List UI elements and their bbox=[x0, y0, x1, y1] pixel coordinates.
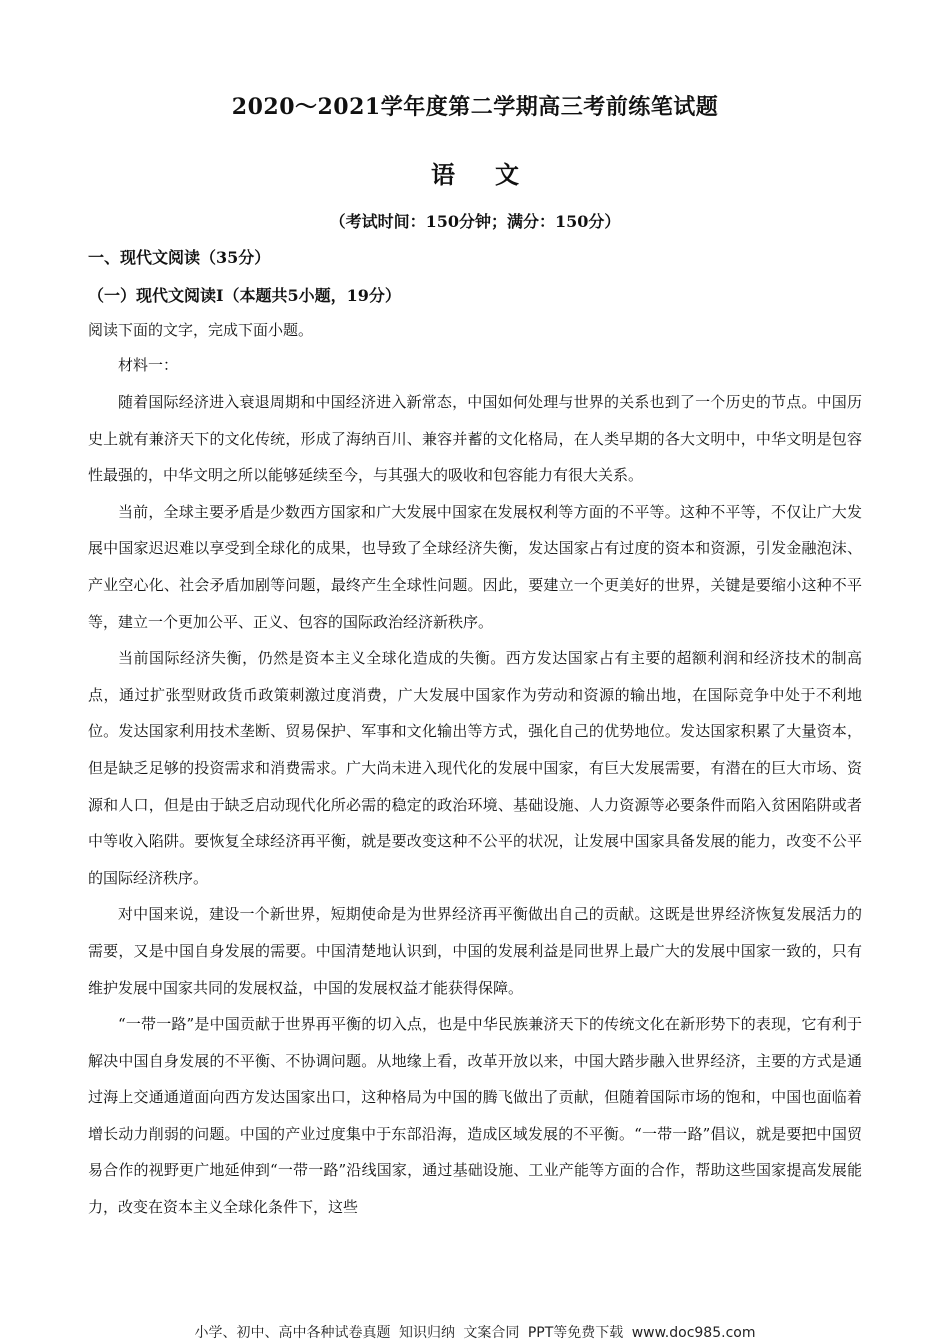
paragraph: 当前，全球主要矛盾是少数西方国家和广大发展中国家在发展权利等方面的不平等。这种不平等，不仅让广大发展中国家迟迟难以享受到全球化的成果，也导致了全球经济失衡，发达国家占有过度的资本和资源，引发金融泡沫、产业空心化、社会矛盾加剧等问题，最终产生全球性问题。因此，要建立一个更美好的世界，关键是要缩小这种不平等，建立一个更加公平、正义、包容的国际政治经济新秩序。 bbox=[88, 502, 862, 631]
subsection-heading: （一）现代文阅读Ⅰ（本题共5小题，19分） bbox=[88, 286, 401, 305]
paragraph: “一带一路”是中国贡献于世界再平衡的切入点，也是中华民族兼济天下的传统文化在新形势下的表现，它有利于解决中国自身发展的不平衡、不协调问题。从地缘上看，改革开放以来，中国大踏步融入世界经济，主要的方式是通过海上交通通道面向西方发达国家出口，这种格局为中国的腾飞做出了贡献，但随着国际市场的饱和，中国也面临着增长动力削弱的问题。中国的产业过度集中于东部沿海，造成区域发展的不平衡。“一带一路”倡议，就是要把中国贸易合作的视野更广地延伸到“一带一路”沿线国家，通过基础设施、工业产能等方面的合作，帮助这些国家提高发展能力，改变在资本主义全球化条件下，这些 bbox=[88, 1015, 862, 1217]
paragraph: 当前国际经济失衡，仍然是资本主义全球化造成的失衡。西方发达国家占有主要的超额利润和经济技术的制高点，通过扩张型财政货币政策刺激过度消费，广大发展中国家作为劳动和资源的输出地，在国际竞争中处于不利地位。发达国家利用技术垄断、贸易保护、军事和文化输出等方式，强化自己的优势地位。发达国家积累了大量资本，但是缺乏足够的投资需求和消费需求。广大尚未进入现代化的发展中国家，有巨大发展需要，有潜在的巨大市场、资源和人口，但是由于缺乏启动现代化所必需的稳定的政治环境、基础设施、人力资源等必要条件而陷入贫困陷阱或者中等收入陷阱。要恢复全球经济再平衡，就是要改变这种不公平的状况，让发展中国家具备发展的能力，改变不公平的国际经济秩序。 bbox=[88, 649, 862, 887]
footer-watermark: 小学、初中、高中各种试卷真题 知识归纳 文案合同 PPT等免费下载 www.doc985.com bbox=[194, 1325, 756, 1341]
section-heading: 一、现代文阅读（35分） bbox=[88, 248, 271, 267]
subject-heading: 语文 bbox=[431, 160, 559, 189]
paragraph: 对中国来说，建设一个新世界，短期使命是为世界经济再平衡做出自己的贡献。这既是世界经济恢复发展活力的需要，又是中国自身发展的需要。中国清楚地认识到，中国的发展利益是同世界上最广大的发展中国家一致的，只有维护发展中国家共同的发展权益，中国的发展权益才能获得保障。 bbox=[88, 905, 862, 997]
reading-instruction: 阅读下面的文字，完成下面小题。 bbox=[88, 321, 314, 339]
material-label: 材料一： bbox=[118, 356, 179, 374]
material-body bbox=[88, 384, 862, 1226]
exam-info: （考试时间：150分钟；满分：150分） bbox=[329, 212, 621, 231]
exam-title: 2020～2021学年度第二学期高三考前练笔试题 bbox=[231, 94, 719, 120]
paragraph: 随着国际经济进入衰退周期和中国经济进入新常态，中国如何处理与世界的关系也到了一个历史的节点。中国历史上就有兼济天下的文化传统，形成了海纳百川、兼容并蓄的文化格局，在人类早期的各大文明中，中华文明是包容性最强的，中华文明之所以能够延续至今，与其强大的吸收和包容能力有很大关系。 bbox=[88, 393, 862, 485]
